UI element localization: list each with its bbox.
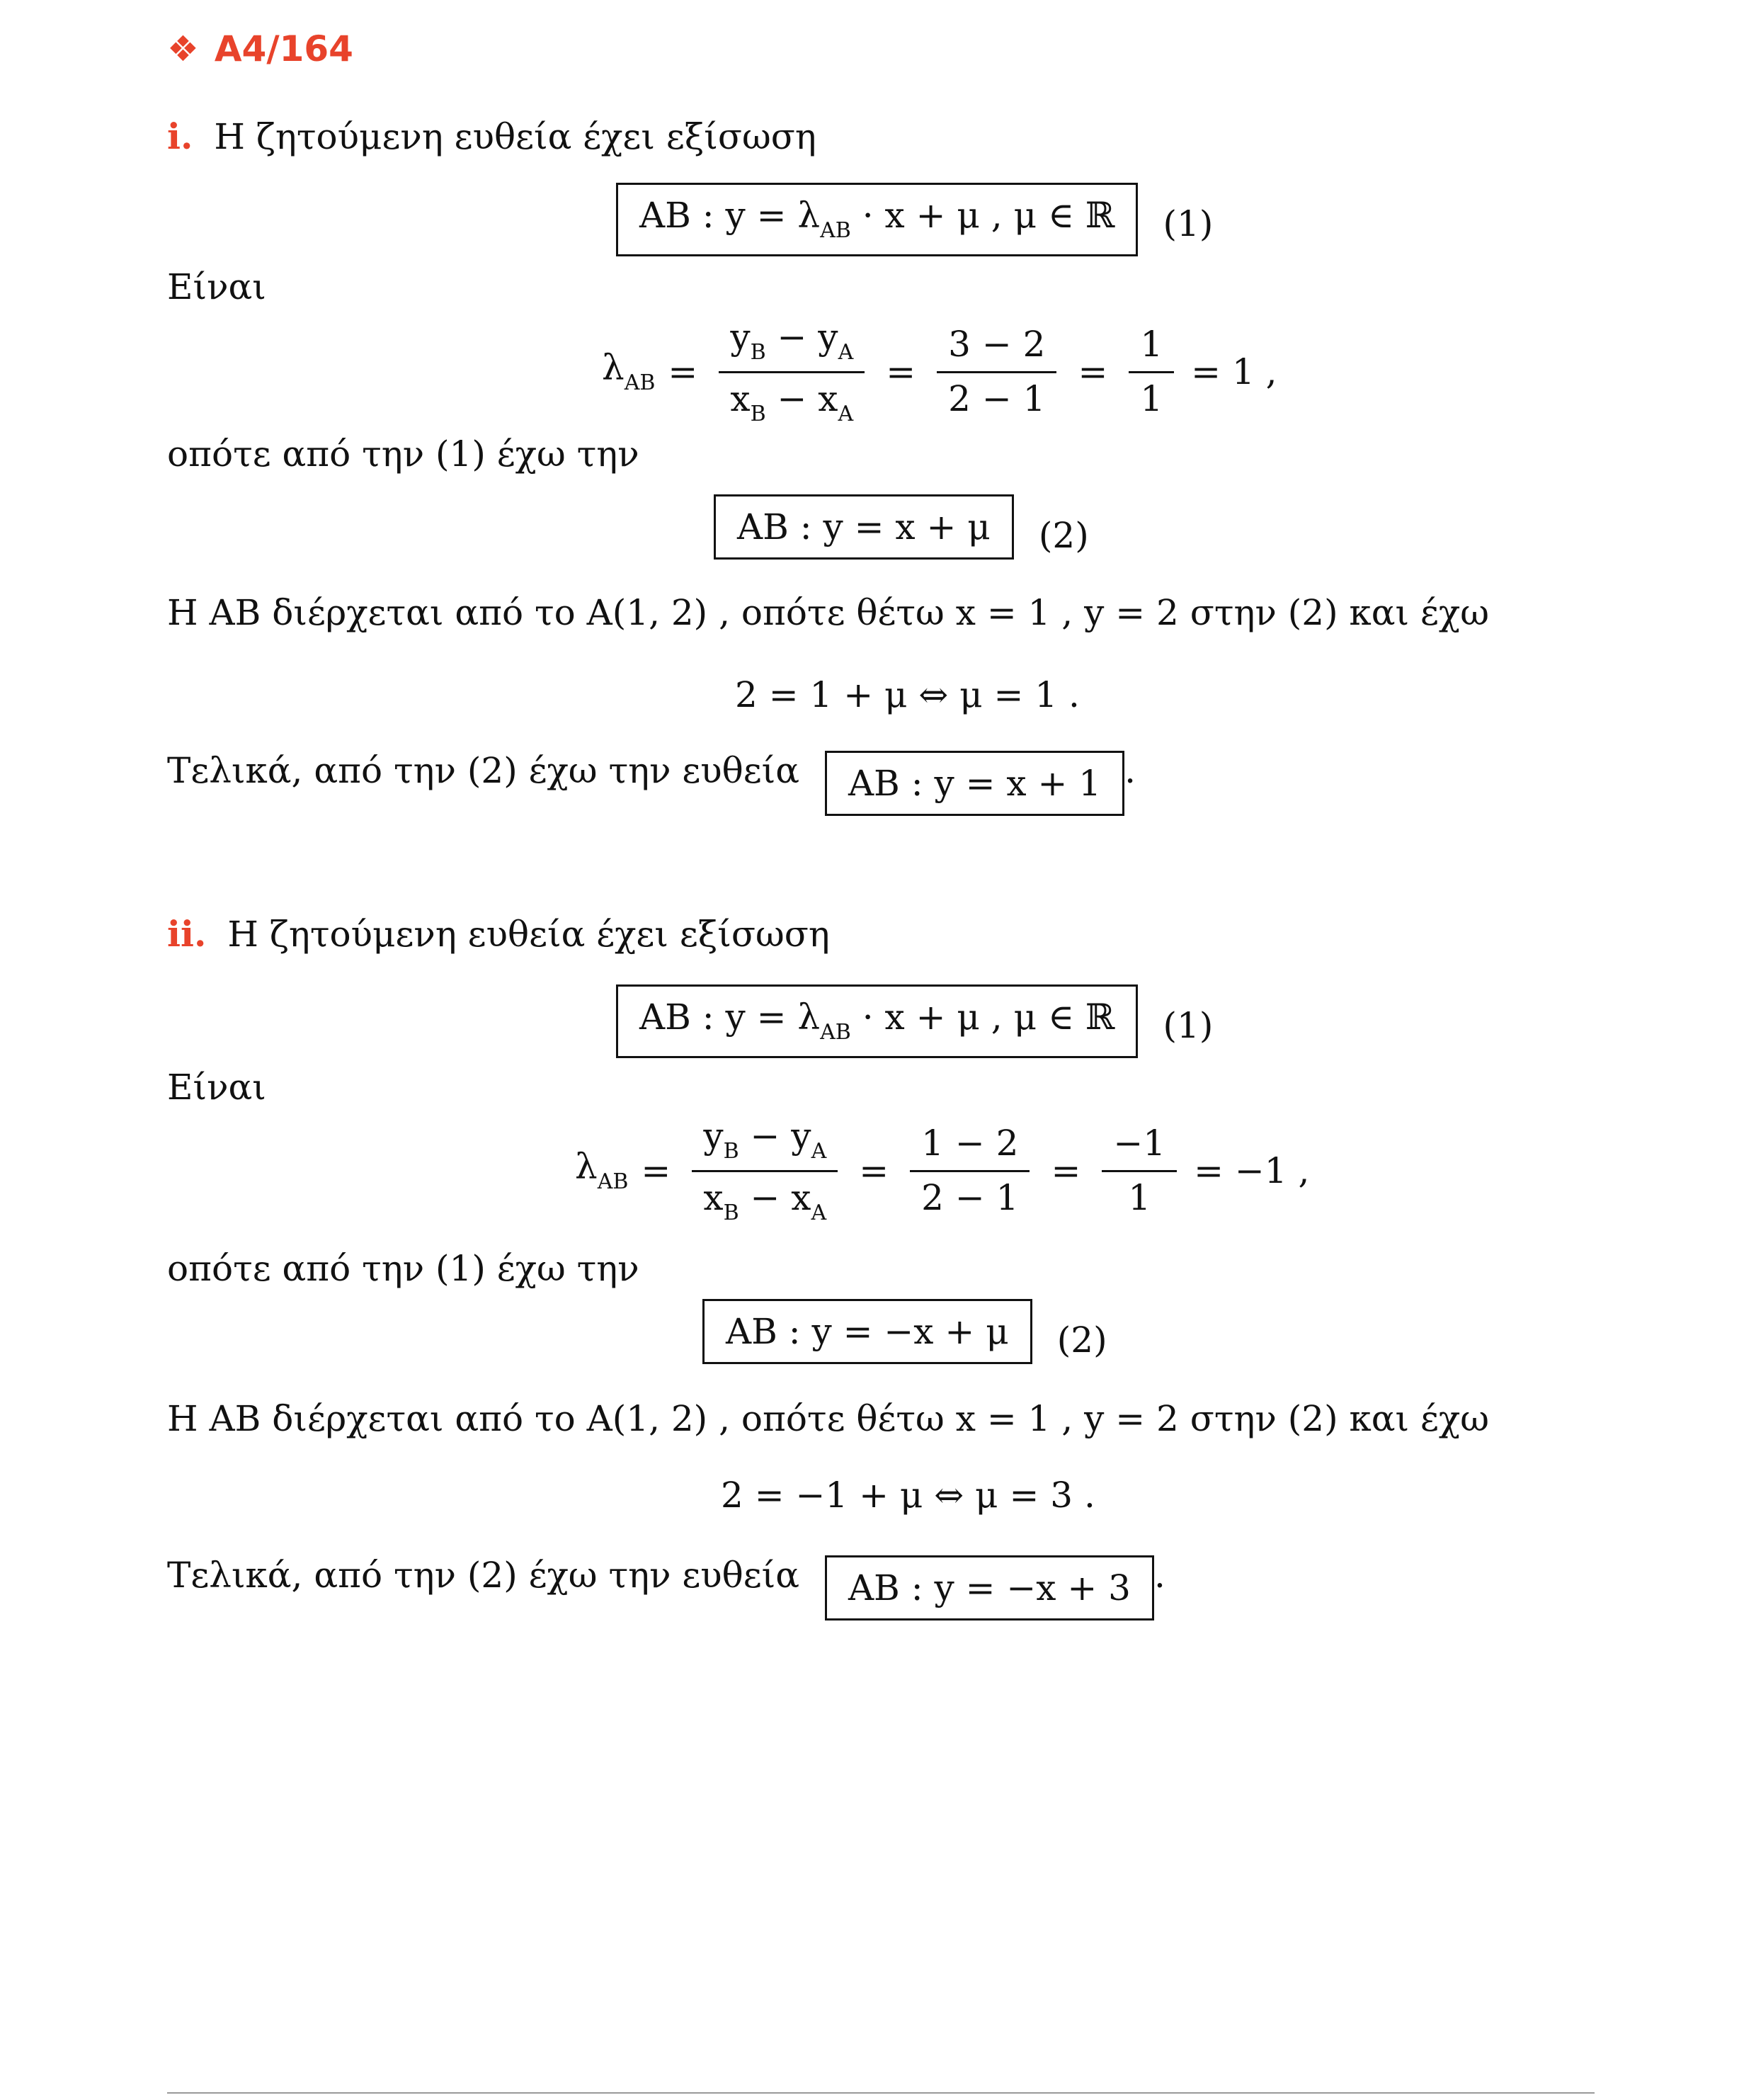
part-i-solve: 2 = 1 + μ ⇔ μ = 1 . — [735, 674, 1080, 715]
slope-fraction-1: $\frac{y_B - y_A}{x_B - x_A}$ — [692, 1116, 838, 1225]
part-ii-equation-1 — [616, 984, 1213, 1058]
eq-main: AB : y = λ — [639, 195, 821, 236]
eq-subscript: AB — [820, 218, 851, 243]
part-label: i. — [167, 115, 193, 157]
final-text: Τελικά, από την (2) έχω την ευθεία — [167, 1555, 800, 1596]
slope-fraction-2: $\frac{3 - 2}{2 - 1}$ — [937, 324, 1056, 419]
part-ii-final-line — [167, 1555, 1165, 1621]
final-dot: . — [1124, 750, 1136, 791]
equation-tag: (2) — [1038, 515, 1089, 556]
slope-fraction-2: $\frac{1 - 2}{2 - 1}$ — [910, 1123, 1030, 1218]
final-boxed-equation: AB : y = x + 1 — [825, 751, 1124, 816]
part-ii-einai: Είναι — [167, 1067, 266, 1108]
part-i-einai: Είναι — [167, 266, 266, 307]
part-i-opote: οπότε από την (1) έχω την — [167, 433, 639, 475]
intro-text: Η ζητούμενη ευθεία έχει εξίσωση — [227, 914, 830, 955]
boxed-equation — [616, 984, 1138, 1058]
part-ii-opote: οπότε από την (1) έχω την — [167, 1248, 639, 1289]
slope-lhs: $\lambda_{AB}$ — [602, 347, 656, 395]
part-ii-intro-line — [167, 913, 830, 955]
equation-tag: (1) — [1163, 1005, 1214, 1046]
eq-subscript: AB — [820, 1020, 851, 1045]
final-boxed-equation: AB : y = −x + 3 — [825, 1555, 1154, 1621]
slope-result: = −1 , — [1194, 1150, 1310, 1191]
part-i-passes-through: Η AB διέρχεται από το A(1, 2) , οπότε θέτω x = 1 , y = 2 στην (2) και έχω — [167, 592, 1489, 633]
part-ii-equation-2 — [702, 1299, 1107, 1364]
equals-sign: = — [886, 351, 916, 392]
part-label: ii. — [167, 913, 207, 955]
part-i-equation-2 — [714, 494, 1089, 560]
slope-fraction-3: $\frac{1}{1}$ — [1129, 324, 1174, 419]
slope-result: = 1 , — [1191, 351, 1277, 392]
equals-sign: = — [1051, 1150, 1081, 1191]
eq-rest: · x + μ , μ ∈ ℝ — [850, 195, 1115, 236]
final-text: Τελικά, από την (2) έχω την ευθεία — [167, 750, 800, 791]
eq-rest: · x + μ , μ ∈ ℝ — [850, 997, 1115, 1038]
slope-lhs: $\lambda_{AB}$ — [575, 1146, 629, 1194]
boxed-equation: AB : y = −x + μ — [702, 1299, 1032, 1364]
slope-fraction-3: $\frac{-1}{1}$ — [1102, 1123, 1177, 1218]
intro-text: Η ζητούμενη ευθεία έχει εξίσωση — [214, 116, 816, 157]
boxed-equation — [616, 183, 1138, 256]
part-i-equation-1 — [616, 183, 1213, 256]
section-title: A4/164 — [214, 28, 353, 69]
equation-tag: (2) — [1056, 1319, 1107, 1361]
equation-tag: (1) — [1163, 203, 1214, 244]
part-ii-solve: 2 = −1 + μ ⇔ μ = 3 . — [721, 1475, 1095, 1516]
equals-sign: = — [1078, 351, 1108, 392]
part-ii-passes-through: Η AB διέρχεται από το A(1, 2) , οπότε θέτω x = 1 , y = 2 στην (2) και έχω — [167, 1398, 1489, 1439]
part-i-intro-line — [167, 115, 816, 157]
footer-divider — [167, 2092, 1595, 2094]
equals-sign: = — [859, 1150, 889, 1191]
part-ii-slope-equation — [575, 1116, 1309, 1225]
part-i-final-line — [167, 751, 1136, 816]
part-i-slope-equation — [602, 317, 1277, 426]
eq-main: AB : y = λ — [639, 997, 821, 1038]
diamond-icon: ❖ — [167, 28, 199, 69]
final-dot: . — [1153, 1555, 1165, 1596]
boxed-equation: AB : y = x + μ — [714, 494, 1014, 560]
slope-fraction-1: $\frac{y_B - y_A}{x_B - x_A}$ — [719, 317, 865, 426]
equals-sign: = — [641, 1150, 671, 1191]
section-header — [167, 28, 353, 69]
equals-sign: = — [668, 351, 698, 392]
